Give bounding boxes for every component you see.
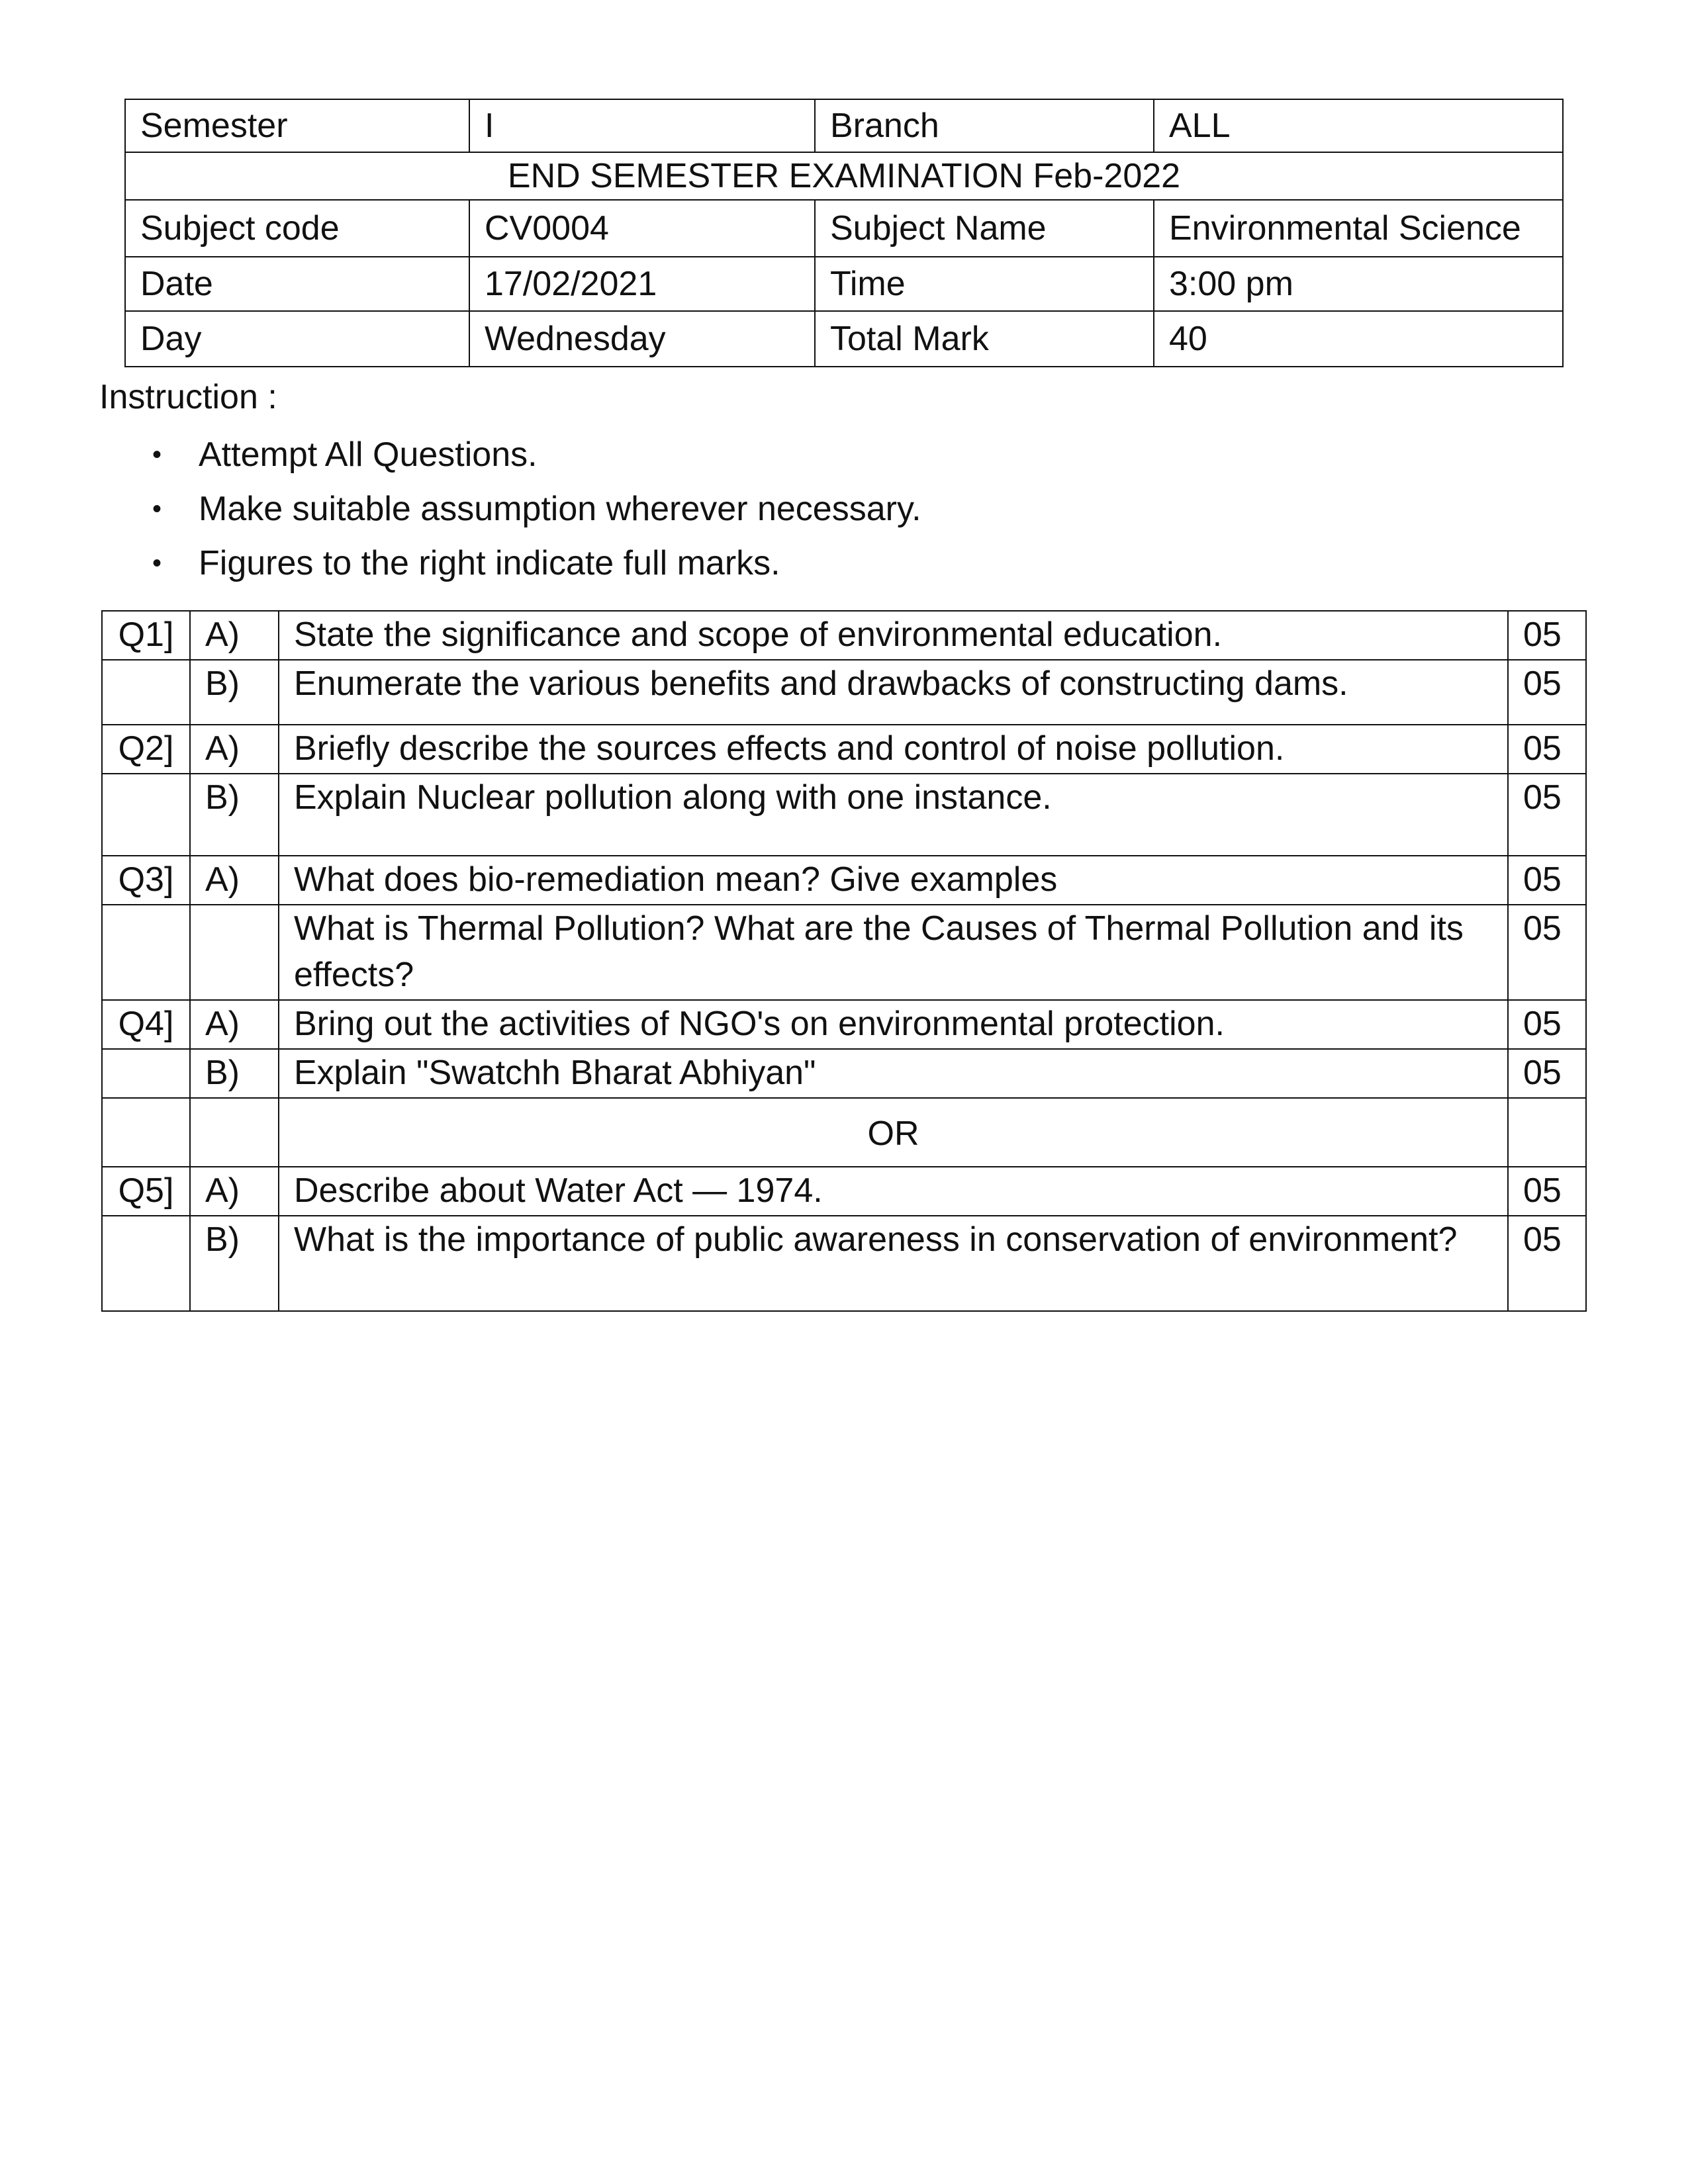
instruction-item	[99, 536, 921, 590]
branch-label: Branch	[815, 99, 1154, 152]
question-part: B)	[190, 774, 279, 856]
question-text: What does bio-remediation mean? Give examples	[279, 856, 1508, 905]
question-row	[102, 774, 1586, 856]
header-row-subject	[125, 200, 1563, 257]
question-marks: 05	[1508, 905, 1586, 1000]
instruction-list	[99, 428, 921, 590]
question-part: A)	[190, 725, 279, 774]
instruction-heading: Instruction :	[99, 378, 277, 416]
total-mark-label: Total Mark	[815, 311, 1154, 367]
question-number	[102, 1049, 190, 1098]
time-label: Time	[815, 257, 1154, 311]
question-text: Explain "Swatchh Bharat Abhiyan"	[279, 1049, 1508, 1098]
question-marks: 05	[1508, 660, 1586, 725]
question-marks: 05	[1508, 856, 1586, 905]
question-part: B)	[190, 1216, 279, 1311]
question-row	[102, 1049, 1586, 1098]
question-marks: 05	[1508, 1000, 1586, 1049]
question-marks: 05	[1508, 1049, 1586, 1098]
or-divider-text: OR	[279, 1098, 1508, 1167]
header-row-day	[125, 311, 1563, 367]
subject-name-value: Environmental Science	[1154, 200, 1563, 257]
branch-value: ALL	[1154, 99, 1563, 152]
semester-label: Semester	[125, 99, 469, 152]
question-part: A)	[190, 1000, 279, 1049]
question-part	[190, 905, 279, 1000]
exam-header-table	[124, 99, 1564, 367]
question-marks: 05	[1508, 725, 1586, 774]
or-empty-cell	[102, 1098, 190, 1167]
question-row	[102, 1216, 1586, 1311]
header-row-date	[125, 257, 1563, 311]
question-text: Describe about Water Act — 1974.	[279, 1167, 1508, 1216]
question-text: Enumerate the various benefits and drawbacks of constructing dams.	[279, 660, 1508, 725]
question-number: Q3]	[102, 856, 190, 905]
subject-name-label: Subject Name	[815, 200, 1154, 257]
instruction-item	[99, 428, 921, 482]
question-number	[102, 1216, 190, 1311]
bullet-icon: •	[152, 494, 162, 523]
question-text: Briefly describe the sources effects and control of noise pollution.	[279, 725, 1508, 774]
time-value: 3:00 pm	[1154, 257, 1563, 311]
instruction-item	[99, 482, 921, 536]
question-marks: 05	[1508, 774, 1586, 856]
question-part: A)	[190, 1167, 279, 1216]
exam-title: END SEMESTER EXAMINATION Feb-2022	[125, 152, 1563, 200]
question-row	[102, 1167, 1586, 1216]
bullet-icon: •	[152, 549, 162, 578]
date-value: 17/02/2021	[469, 257, 815, 311]
question-row	[102, 660, 1586, 725]
question-number	[102, 774, 190, 856]
question-text: Explain Nuclear pollution along with one instance.	[279, 774, 1508, 856]
question-number: Q1]	[102, 611, 190, 660]
instruction-text: Attempt All Questions.	[199, 435, 538, 474]
day-label: Day	[125, 311, 469, 367]
question-row	[102, 611, 1586, 660]
total-mark-value: 40	[1154, 311, 1563, 367]
question-number	[102, 905, 190, 1000]
subject-code-value: CV0004	[469, 200, 815, 257]
or-empty-cell	[190, 1098, 279, 1167]
question-part: B)	[190, 1049, 279, 1098]
day-value: Wednesday	[469, 311, 815, 367]
question-marks: 05	[1508, 1167, 1586, 1216]
header-row-title	[125, 152, 1563, 200]
date-label: Date	[125, 257, 469, 311]
bullet-icon: •	[152, 440, 162, 469]
subject-code-label: Subject code	[125, 200, 469, 257]
question-text: Bring out the activities of NGO's on environmental protection.	[279, 1000, 1508, 1049]
question-marks: 05	[1508, 611, 1586, 660]
question-number	[102, 660, 190, 725]
question-number: Q2]	[102, 725, 190, 774]
question-part: B)	[190, 660, 279, 725]
instruction-text: Make suitable assumption wherever necessary.	[199, 490, 921, 528]
question-text: What is the importance of public awareness in conservation of environment?	[279, 1216, 1508, 1311]
question-row	[102, 905, 1586, 1000]
or-row	[102, 1098, 1586, 1167]
question-text: What is Thermal Pollution? What are the Causes of Thermal Pollution and its effects?	[279, 905, 1508, 1000]
question-part: A)	[190, 611, 279, 660]
header-row-semester	[125, 99, 1563, 152]
question-marks: 05	[1508, 1216, 1586, 1311]
question-number: Q5]	[102, 1167, 190, 1216]
question-number: Q4]	[102, 1000, 190, 1049]
or-empty-cell	[1508, 1098, 1586, 1167]
question-part: A)	[190, 856, 279, 905]
questions-table	[101, 610, 1587, 1312]
question-row	[102, 1000, 1586, 1049]
instruction-text: Figures to the right indicate full marks.	[199, 544, 780, 582]
question-row	[102, 856, 1586, 905]
semester-value: I	[469, 99, 815, 152]
question-row	[102, 725, 1586, 774]
question-text: State the significance and scope of environmental education.	[279, 611, 1508, 660]
